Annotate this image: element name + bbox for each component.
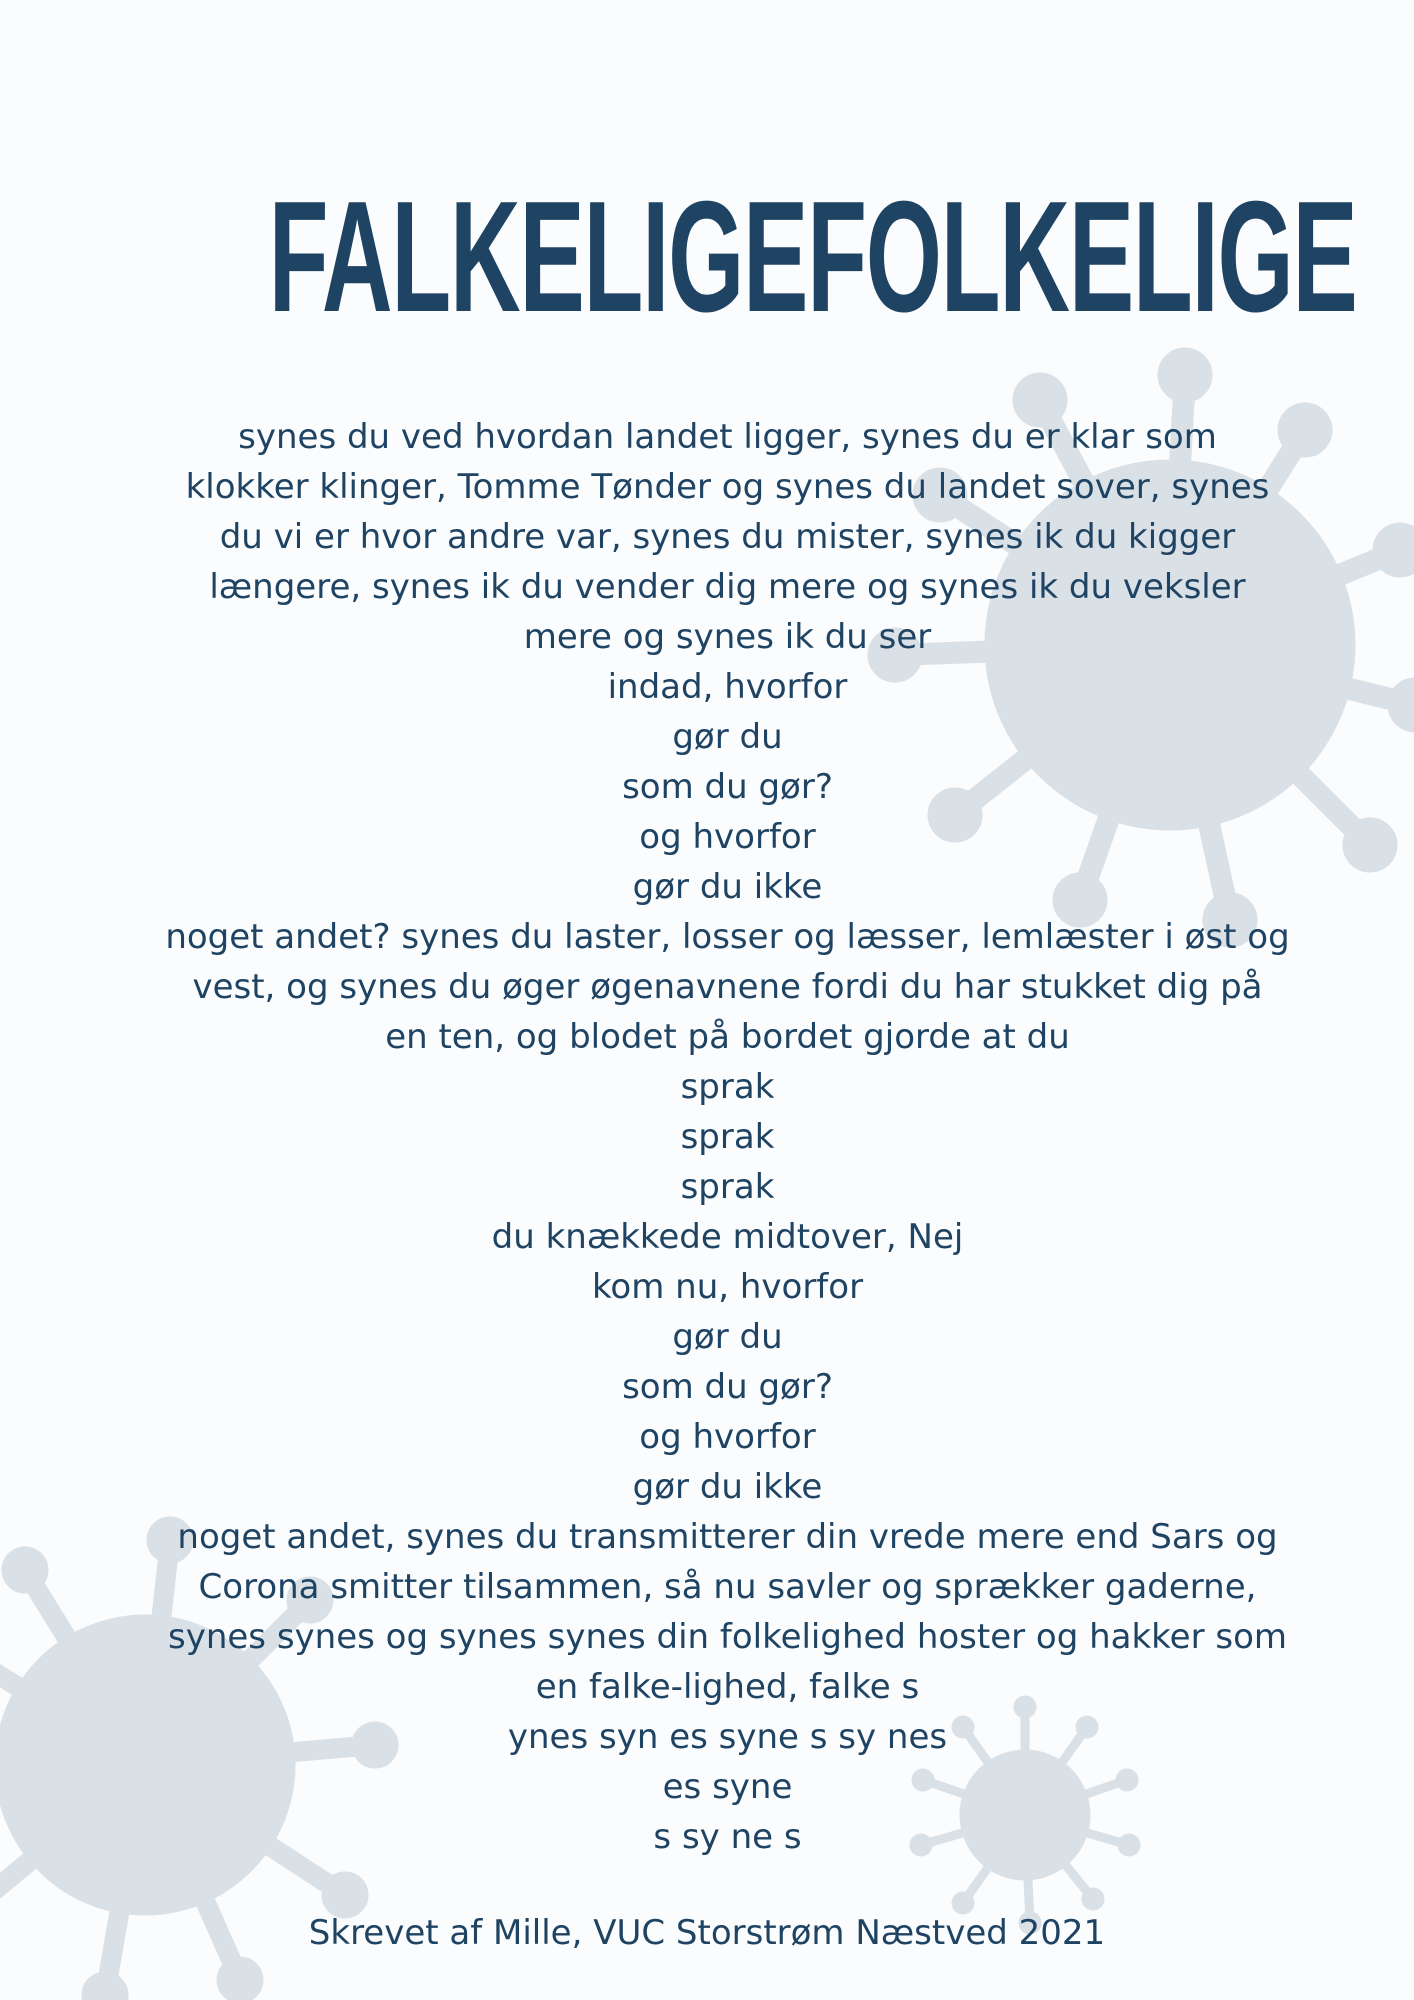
poem-line: es syne <box>662 1767 793 1807</box>
poem-line: du vi er hvor andre var, synes du mister, synes ik du kigger <box>219 517 1236 557</box>
poem-line: synes synes og synes synes din folkelighed hoster og hakker som <box>168 1617 1287 1657</box>
poem-line: vest, og synes du øger øgenavnene fordi du har stukket dig på <box>192 967 1263 1007</box>
poem-line: og hvorfor <box>639 1417 816 1457</box>
poem-line: synes du ved hvordan landet ligger, synes du er klar som <box>238 417 1217 457</box>
poem-line: længere, synes ik du vender dig mere og synes ik du veksler <box>209 567 1246 607</box>
poem-line: sprak <box>680 1067 775 1107</box>
poem-line: s sy ne s <box>653 1817 802 1857</box>
poem-line: sprak <box>680 1167 775 1207</box>
poem-line: og hvorfor <box>639 817 816 857</box>
poem-line: gør du <box>672 717 783 757</box>
poem-line: kom nu, hvorfor <box>591 1267 864 1307</box>
poem-line: som du gør? <box>622 1367 833 1407</box>
poem-line: en falke-lighed, falke s <box>535 1667 920 1707</box>
poem-line: indad, hvorfor <box>607 667 848 707</box>
poem-body <box>130 412 1325 1862</box>
poem-line: mere og synes ik du ser <box>523 617 932 657</box>
poem-line: en ten, og blodet på bordet gjorde at du <box>385 1017 1070 1057</box>
author-signature: Skrevet af Mille, VUC Storstrøm Næstved 2021 <box>308 1913 1106 1953</box>
poem-line: klokker klinger, Tomme Tønder og synes du landet sover, synes <box>185 467 1270 507</box>
poem-line: noget andet, synes du transmitterer din vrede mere end Sars og <box>177 1517 1278 1557</box>
poem-line: du knækkede midtover, Nej <box>491 1217 964 1257</box>
poem-line: noget andet? synes du laster, losser og læsser, lemlæster i øst og <box>165 917 1290 957</box>
poem-line: gør du <box>672 1317 783 1357</box>
page-title: FALKELIGEFOLKELIGE <box>268 169 1357 345</box>
poem-line: gør du ikke <box>632 1467 823 1507</box>
poem-line: sprak <box>680 1117 775 1157</box>
poem-line: gør du ikke <box>632 867 823 907</box>
poem-line: Corona smitter tilsammen, så nu savler og sprækker gaderne, <box>198 1567 1257 1607</box>
poem-line: som du gør? <box>622 767 833 807</box>
poem-line: ynes syn es syne s sy nes <box>507 1717 948 1757</box>
